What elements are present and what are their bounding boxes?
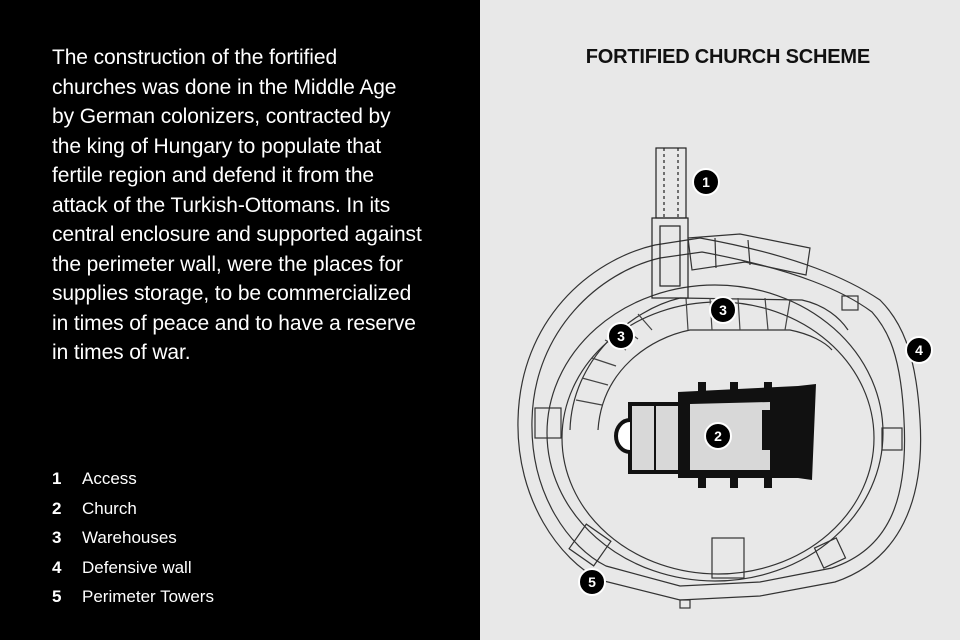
fortified-church-plan	[480, 0, 960, 640]
legend-item-defensive-wall	[52, 556, 214, 586]
legend-label: Access	[82, 469, 137, 488]
marker-warehouses	[608, 323, 634, 349]
diagram-panel	[480, 0, 960, 640]
legend-list	[52, 467, 214, 615]
legend-number: 3	[52, 528, 62, 547]
legend-label: Perimeter Towers	[82, 587, 214, 606]
marker-perimeter-towers	[579, 569, 605, 595]
perimeter-tower	[814, 538, 845, 568]
legend-label: Church	[82, 498, 137, 518]
legend-number: 4	[52, 557, 62, 577]
marker-label: 2	[714, 428, 722, 444]
access-passage	[652, 148, 688, 298]
marker-label: 4	[915, 342, 923, 358]
plan-drawing	[518, 148, 921, 608]
marker-church	[705, 423, 731, 449]
marker-defensive-wall	[906, 337, 932, 363]
marker-access	[693, 169, 719, 195]
marker-label: 5	[588, 574, 596, 590]
legend-label: Warehouses	[82, 528, 177, 547]
perimeter-tower	[680, 600, 690, 608]
perimeter-tower	[712, 538, 744, 578]
legend-label: Defensive wall	[82, 557, 192, 577]
marker-label: 3	[617, 328, 625, 344]
legend-number: 2	[52, 498, 62, 518]
intro-paragraph: The construction of the fortified churches was done in the Middle Age by German colonizers, contracted by the king of Hungary to populate that fertile region and defend it from the attack of the Turkish-Ottomans. In its central enclosure and supported against the perimeter wall, were the places for supplies storage, to be commercialized in times of peace and to have a reserve in times of war.	[52, 46, 422, 364]
marker-label: 3	[719, 302, 727, 318]
scheme-title: FORTIFIED CHURCH SCHEME	[585, 46, 870, 68]
marker-label: 1	[702, 174, 710, 190]
perimeter-tower	[882, 428, 902, 450]
marker-warehouses	[710, 297, 736, 323]
legend-item-church	[52, 497, 214, 527]
legend-item-access	[52, 467, 214, 497]
legend-item-perimeter-towers	[52, 585, 214, 615]
legend-number: 5	[52, 587, 62, 606]
legend-item-warehouses	[52, 526, 214, 556]
legend-number: 1	[52, 469, 62, 488]
